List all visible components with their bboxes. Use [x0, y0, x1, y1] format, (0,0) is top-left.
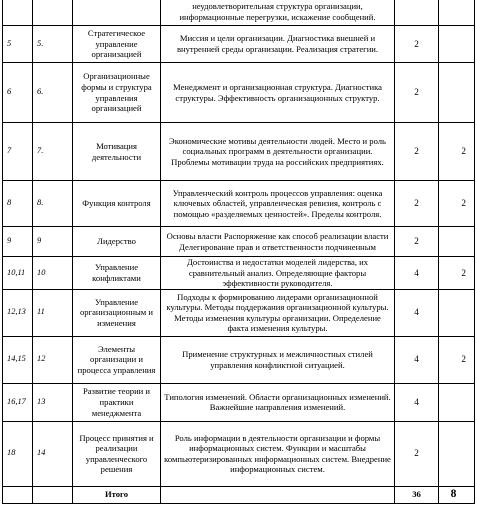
total-label: Итого: [73, 486, 161, 503]
cell-h2: 2: [439, 336, 475, 383]
total-hours-1: 36: [395, 486, 439, 503]
table-row: [3, 421, 475, 486]
cell-h1: 4: [395, 257, 439, 290]
cell-num1: 7: [3, 123, 33, 181]
cell-num1: 8: [3, 181, 33, 227]
cell-h1: 4: [395, 383, 439, 421]
total-empty-cell: [3, 486, 33, 503]
table-row: [3, 289, 475, 336]
cell-h2: [439, 63, 475, 123]
cell-content: Подходы к формированию лидерами организационной культуры. Методы поддержания организационной культуры. Методы изменения культуры организации. Определение факта изменения культуры.: [161, 289, 395, 336]
cell-h1: 4: [395, 336, 439, 383]
cell-num1: 16,17: [3, 383, 33, 421]
cell-h2: [439, 0, 475, 26]
total-empty-cell: [33, 486, 73, 503]
cell-content: Применение структурных и межличностных стилей управления конфликтной ситуацией.: [161, 336, 395, 383]
total-empty-cell: [161, 486, 395, 503]
cell-h2: [439, 26, 475, 63]
cell-num2: 10: [33, 257, 73, 290]
cell-content: Типология изменений. Области организационных изменений. Важнейшие направления изменений.: [161, 383, 395, 421]
cell-num1: [3, 0, 33, 26]
cell-num1: 18: [3, 421, 33, 486]
cell-title: Функция контроля: [73, 181, 161, 227]
cell-h2: [439, 421, 475, 486]
curriculum-table: [2, 0, 475, 504]
cell-num2: 14: [33, 421, 73, 486]
cell-num2: 9: [33, 227, 73, 257]
cell-h1: 2: [395, 123, 439, 181]
cell-h1: 2: [395, 63, 439, 123]
cell-title: Управление организационным и изменения: [73, 289, 161, 336]
cell-num2: 7.: [33, 123, 73, 181]
cell-h2: [439, 289, 475, 336]
cell-h2: 2: [439, 123, 475, 181]
cell-h2: [439, 383, 475, 421]
cell-num1: 10,11: [3, 257, 33, 290]
cell-h1: 2: [395, 26, 439, 63]
cell-h1: 2: [395, 227, 439, 257]
cell-title: [73, 0, 161, 26]
cell-content: неудовлетворительная структура организации, информационные перегрузки, искажение сообщений.: [161, 0, 395, 26]
cell-h1: 2: [395, 181, 439, 227]
cell-content: Управленческий контроль процессов управления: оценка ключевых областей, управленческая ревизия, контроль с помощью «разделяемых ценностей». Пределы контроля.: [161, 181, 395, 227]
table-body: [3, 0, 475, 503]
cell-num1: 9: [3, 227, 33, 257]
total-hours-2: 8: [439, 486, 475, 503]
cell-title: Стратегическое управление организацией: [73, 26, 161, 63]
total-row: [3, 486, 475, 503]
cell-h2: 2: [439, 257, 475, 290]
cell-title: Управление конфликтами: [73, 257, 161, 290]
table-row: [3, 181, 475, 227]
cell-title: Организационные формы и структура управления организацией: [73, 63, 161, 123]
cell-title: Лидерство: [73, 227, 161, 257]
table-row: [3, 63, 475, 123]
cell-num1: 6: [3, 63, 33, 123]
cell-num2: 5.: [33, 26, 73, 63]
cell-content: Основы власти Распоряжение как способ реализации власти Делегирование прав и ответственности подчиненным: [161, 227, 395, 257]
cell-title: Мотивация деятельности: [73, 123, 161, 181]
cell-num2: 6.: [33, 63, 73, 123]
table-row: [3, 123, 475, 181]
cell-title: Элементы организации и процесса управления: [73, 336, 161, 383]
cell-h1: 2: [395, 421, 439, 486]
cell-h1: 4: [395, 289, 439, 336]
cell-content: Достоинства и недостатки моделей лидерства, их сравнительный анализ. Определяющие факторы эффективности руководителя.: [161, 257, 395, 290]
cell-h1: [395, 0, 439, 26]
cell-title: Развитие теории и практики менеджмента: [73, 383, 161, 421]
cell-num2: [33, 0, 73, 26]
cell-h2: 2: [439, 181, 475, 227]
cell-num2: 11: [33, 289, 73, 336]
table-row: [3, 257, 475, 290]
cell-num2: 8.: [33, 181, 73, 227]
table-row: [3, 336, 475, 383]
cell-num1: 14,15: [3, 336, 33, 383]
cell-num1: 12,13: [3, 289, 33, 336]
cell-content: Роль информации в деятельности организации и формы информационных систем. Функции и масштабы компьютеризированных информационных систем. Внедрение информационных систем.: [161, 421, 395, 486]
cell-content: Менеджмент и организационная структура. Диагностика структуры. Эффективность организационных структур.: [161, 63, 395, 123]
cell-content: Миссия и цели организации. Диагностика внешней и внутренней среды организации. Реализация стратегии.: [161, 26, 395, 63]
cell-content: Экономические мотивы деятельности людей. Место и роль социальных программ в деятельности организации. Проблемы мотивации труда на российских предприятиях.: [161, 123, 395, 181]
cell-h2: [439, 227, 475, 257]
table-row: [3, 227, 475, 257]
cell-num1: 5: [3, 26, 33, 63]
table-row: [3, 26, 475, 63]
table-row: [3, 0, 475, 26]
cell-num2: 12: [33, 336, 73, 383]
cell-title: Процесс принятия и реализации управленческого решения: [73, 421, 161, 486]
table-row: [3, 383, 475, 421]
cell-num2: 13: [33, 383, 73, 421]
